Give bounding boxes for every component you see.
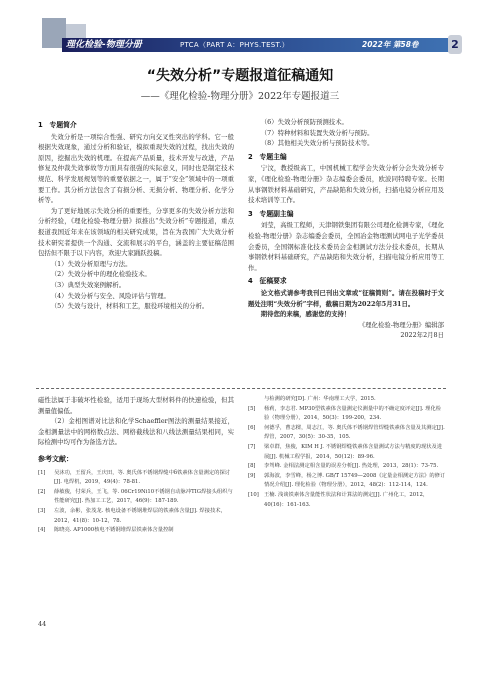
reference-item: [38, 526, 234, 536]
journal-name: PTCA（PART A：PHYS.TEST.）: [180, 41, 290, 49]
reference-text: 梁卓群，焦俊，KIM H J. 不锈钢焊缝铁素体含量测试方法与精度的现状及进展[J]. 机械工程学报，2014，50(12)：89-96.: [264, 443, 443, 460]
issue-label: 2022年 第58卷: [362, 40, 419, 49]
reference-number: [9]: [248, 472, 256, 479]
reference-text: 薛敏俊，付荣兵，王飞，等. 06Cr19Ni10不锈钢自动脉冲TIG焊接头组织与性能研究[J]. 热加工工艺，2017，46(9)：187-189.: [54, 488, 233, 505]
reference-number: [1]: [38, 469, 46, 476]
editor-bio: 宁汶，教授级高工，中国机械工程学会失效分析分会失效分析专家，《理化检验-物理分册》杂志编委会委员，欧波同特聘专家。长期从事钢铁材料基础研究，产品缺陷和失效分析，扫描电镜分析应用及技术培训等工作。: [248, 164, 444, 205]
article-left-column: [38, 395, 234, 536]
scope-item: （2）失效分析中的理化检验技术。: [50, 270, 151, 279]
intro-paragraph: 失效分析是一项综合性强、研究方向交叉性突出的学科。它一般根据失效现象，通过分析和验证，模拟重现失效的过程，找出失效的原因，挖掘出失效的机理。在提高产品质量，技术开发与改进，产品修复及仲裁失效事故等方面具有很强的实际意义，同时也是制定技术规范、科学发展规划等的重要依据之一，属于“安全”领域中的一项重要工作。其分析方法包含了有损分析、无损分析、物理分析、化学分析等。: [38, 132, 234, 205]
article-paragraph: （2）金相图谱对比法和化学Schaeffler图法的测量结果接近，金相测量法中的网格数点法、网格截线法和八线法测量结果相同，实际检测中均可作为备选方法。: [38, 417, 234, 447]
scope-item: （1）失效分析原理与方法。: [50, 259, 132, 268]
reference-text: 杨莉，李志君. MP30型铁素体含量测定仪测量中的不确定度评定[J]. 理化检验（物理分册），2014，50(3)：199-200，234.: [264, 405, 442, 422]
reference-item: [248, 405, 446, 424]
reference-number: [2]: [38, 488, 46, 495]
page-subtitle: ——《理化检验-物理分册》2022年专题报道三: [140, 91, 340, 102]
reference-number: [7]: [248, 443, 256, 450]
reference-item: [248, 462, 446, 472]
page-title: “失效分析”专题报道征稿通知: [146, 68, 334, 84]
scope-item: （7）特种材料和装置失效分析与预防。: [260, 128, 374, 137]
requirements-paragraph: 论文格式请参考我刊已刊出文章或“征稿简则”。请在投稿时于文题处注明“失效分析”字样，截稿日期为2022年5月31日。: [248, 288, 444, 308]
section-heading-requirements: 4 征稿要求: [248, 277, 287, 286]
reference-text: 王楠. 浅谈铁素体含量能性状法和计算法的测定[J]. 广州化工，2012，40(16)：161-163.: [264, 491, 429, 508]
editorial-signature: 《理化检验-物理分册》编辑部: [358, 320, 444, 329]
reference-item: [248, 443, 446, 462]
reference-item: [38, 507, 234, 526]
reference-text: 郭海波，李雪峰，杨之博. GB/T 15749—2008《定量金相测定方法》的修订情况介绍[J]. 理化检验（物理分册），2012，48(2)：112-114，124.: [264, 472, 446, 489]
section-heading-editor: 2 专题主编: [248, 152, 287, 161]
notice-left-column: [38, 117, 234, 312]
reference-item: [248, 395, 446, 405]
page-number: 44: [38, 620, 47, 628]
scope-item: （4）失效分析与安全、风险评估与管理。: [50, 291, 170, 300]
notice-date: 2022年2月8日: [400, 331, 444, 340]
reference-text: 吴沐功，王留兵，王庆田，等. 奥氏体不锈钢焊缝中δ铁素体含量测定的探讨[J]. 电焊机，2019，49(4)：78-81.: [54, 469, 231, 486]
scope-item: （3）典型失效案例解析。: [50, 280, 126, 289]
reference-text: 李驾峰. 金相法测定相含量的误差分析[J]. 热处理，2013，28(1)：73-75.: [264, 463, 439, 470]
reference-number: [4]: [38, 527, 46, 534]
reference-number: [3]: [38, 507, 46, 514]
reference-text: 陈晓亮. AP1000核电不锈钢堆焊层铁素体含量控制: [54, 527, 174, 534]
scope-item: （5）失效与设计，材料和工艺，服役环境相关的分析。: [50, 302, 209, 311]
article-right-column: [248, 395, 446, 510]
section-divider: [36, 388, 446, 389]
reference-number: [5]: [248, 405, 256, 412]
journal-brand: 理化检验-物理分册: [66, 40, 142, 50]
scope-item: （6）失效分析预防预测技术。: [260, 118, 348, 126]
page-header: [0, 0, 480, 60]
deputy-editor-bio: 刘莹，高级工程师，天津钢铁集团有限公司理化检测专家，《理化检验-物理分册》杂志编委会委员，全国冶金物理测试网电子光学委员会委员，全国钢标准化技术委员会金相测试方法分技术委员，长期从事钢铁材料基础研究，产品缺陷和失效分析，扫描电镜分析应用等工作。: [248, 221, 444, 272]
scope-paragraph: 为了更好地展示失效分析的重要性，分享更多的失效分析方法和分析经验，《理化检验-物理分册》拟推出“失效分析”专题报道，重点报道我国近年来在该领域的相关研究成果，旨在为我国广大失效分析技术研究者提供一个沟通、交流和展示的平台，涵盖的主要征稿范围包括但不限于以下内容，欢迎大家踊跃投稿。: [38, 206, 234, 258]
section-heading-intro: 1 专题简介: [38, 121, 77, 129]
reference-item: [248, 424, 446, 443]
reference-item: [38, 488, 234, 507]
issue-number-badge: 2: [448, 35, 462, 54]
closing-line: 期待您的来稿，感谢您的支持！: [260, 310, 351, 319]
reference-text: 左波，余彬，张茂龙. 核电设备不锈钢堆焊层的铁素体含量[J]. 焊接技术，2012，41(8)：10-12，78.: [54, 507, 226, 524]
references-heading: 参考文献：: [38, 454, 73, 463]
reference-text: 与检测的研究[D]. 广州：华南理工大学，2015.: [264, 396, 376, 402]
section-heading-deputy-editor: 3 专题副主编: [248, 209, 294, 218]
reference-number: [6]: [248, 424, 256, 431]
notice-right-column: [248, 117, 444, 341]
reference-item: [248, 472, 446, 491]
article-paragraph: 磁性法属于非破坏性检验，适用于现场大型材料件的快速检验，但其测量值偏低。: [38, 396, 234, 415]
reference-number: [248, 395, 264, 405]
reference-item: [38, 469, 234, 488]
reference-number: [10]: [248, 491, 259, 498]
reference-text: 何德孚，曹志樑，周志江，等. 奥氏体不锈钢焊管焊缝铁素体含量及其测定[J]. 焊管，2007，30(5)：30-35，105.: [264, 424, 445, 441]
reference-number: [8]: [248, 463, 256, 470]
scope-item: （8）其他相关失效分析与预防技术等。: [260, 139, 374, 148]
reference-item: [248, 491, 446, 510]
